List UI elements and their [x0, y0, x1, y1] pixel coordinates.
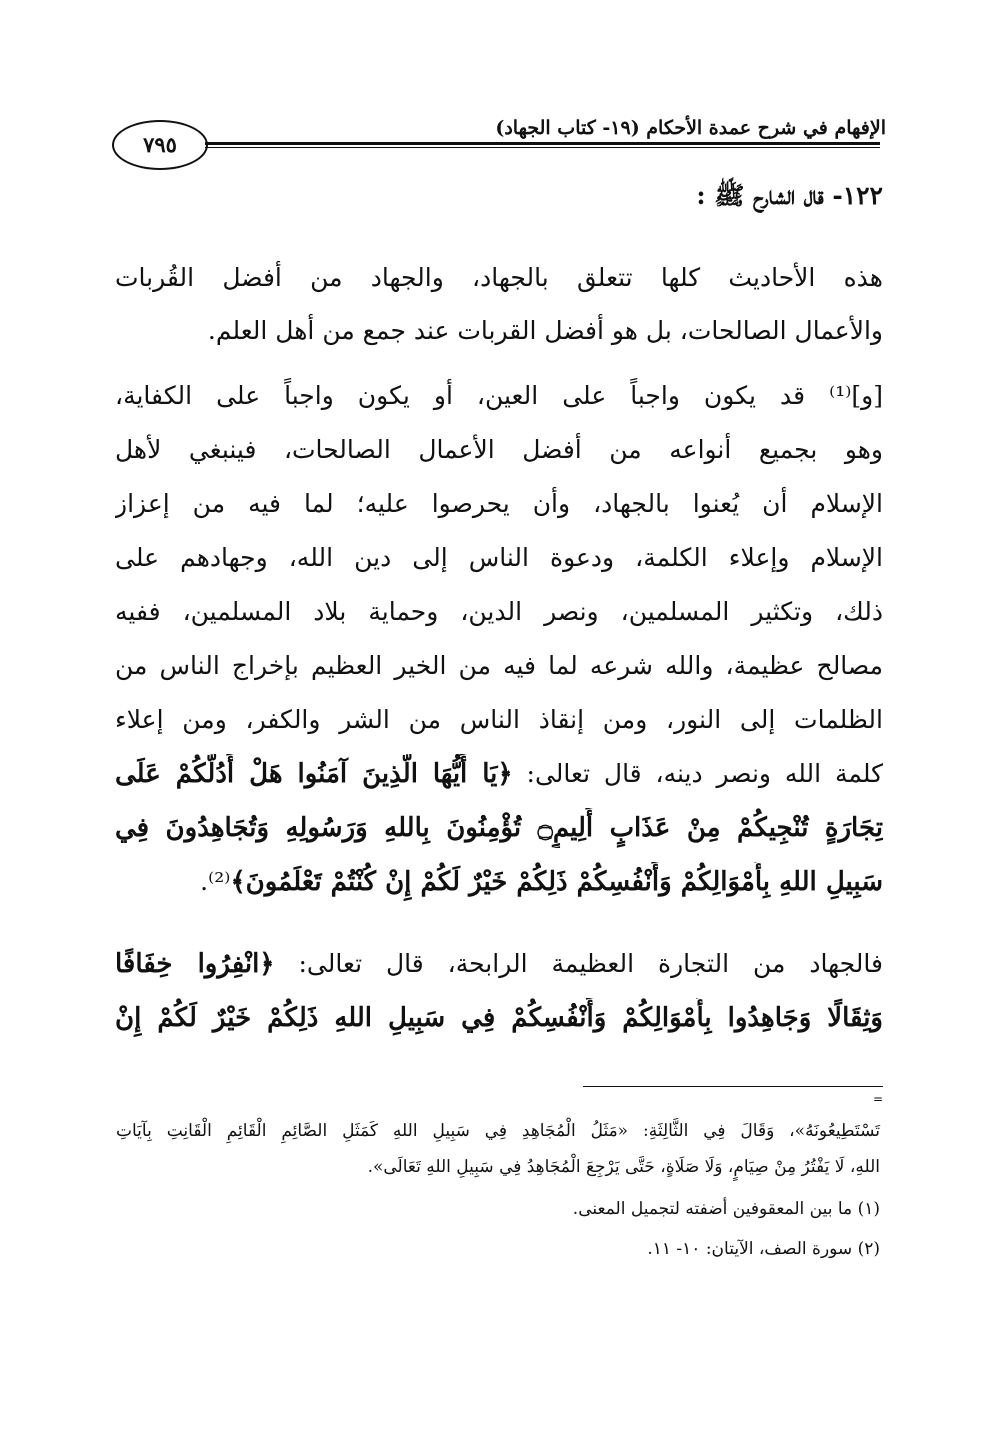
page-number: ٧٩٥ — [112, 120, 208, 170]
paragraph-line: ذلك، وتكثير المسلمين، ونصر الدين، وحماية بلاد المسلمين، ففيه — [115, 597, 883, 626]
quran-verse: ﴿يَا أَيُّهَا الَّذِينَ آمَنُوا هَلْ أَدُلُّكُمْ عَلَى — [115, 759, 513, 789]
footnote-ref: ⁽²⁾. — [200, 867, 231, 896]
paragraph-line: الإسلام أن يُعنوا بالجهاد، وأن يحرصوا عليه؛ لما فيه من إعزاز — [115, 489, 883, 518]
paragraph-line: الظلمات إلى النور، ومن إنقاذ الناس من الشر والكفر، ومن إعلاء — [115, 705, 883, 734]
verse-intro: فالجهاد من التجارة العظيمة الرابحة، قال تعالى: — [274, 949, 883, 978]
header-rule-thick — [205, 142, 880, 145]
quran-verse-line: تِجَارَةٍ تُنْجِيكُمْ مِنْ عَذَابٍ أَلِيمٍ۝ تُؤْمِنُونَ بِاللهِ وَرَسُولِهِ وَتُجَاهِدُونَ فِي — [115, 813, 883, 843]
quran-verse-line — [115, 862, 883, 902]
footnote-2: (٢) سورة الصف، الآيتان: ١٠- ١١. — [647, 1239, 880, 1259]
footnote-separator — [583, 1086, 883, 1087]
footnote-continuation-mark: = — [873, 1092, 884, 1106]
quran-verse: ﴿انْفِرُوا خِفَافًا — [115, 949, 275, 979]
paragraph-line: [و]⁽¹⁾ قد يكون واجباً على العين، أو يكون واجباً على الكفاية، — [115, 381, 883, 410]
footnote-continued-line: تَسْتَطِيعُونَهُ»، وَقَالَ فِي الثَّالِثَةِ: «مَثَلُ الْمُجَاهِدِ فِي سَبِيلِ اللهِ كَمَثَلِ الصَّائِمِ الْقَائِمِ الْقَانِتِ بِآيَاتِ — [116, 1121, 880, 1141]
footnote-continued-line: اللهِ، لَا يَفْتُرُ مِنْ صِيَامٍ، وَلَا صَلَاةٍ، حَتَّى يَرْجِعَ الْمُجَاهِدُ فِي سَبِيلِ اللهِ تَعَالَى». — [367, 1157, 880, 1177]
running-header-title: الإفهام في شرح عمدة الأحكام (١٩- كتاب الجهاد) — [495, 117, 886, 139]
paragraph-line: وهو بجميع أنواعه من أفضل الأعمال الصالحات، فينبغي لأهل — [115, 435, 883, 464]
paragraph-line: هذه الأحاديث كلها تتعلق بالجهاد، والجهاد من أفضل القُربات — [115, 263, 883, 292]
paragraph-line: مصالح عظيمة، والله شرعه لما فيه من الخير العظيم بإخراج الناس من — [115, 651, 883, 680]
section-heading: ١٢٢- قال الشارح ﷺ : — [696, 181, 883, 210]
quran-verse: سَبِيلِ اللهِ بِأَمْوَالِكُمْ وَأَنْفُسِكُمْ ذَلِكُمْ خَيْرٌ لَكُمْ إِنْ كُنْتُمْ تَعْلَمُونَ﴾ — [230, 867, 883, 897]
footnote-1: (١) ما بين المعقوفين أضفته لتجميل المعنى. — [572, 1199, 880, 1219]
paragraph-line-with-verse — [115, 944, 883, 984]
paragraph-line: الإسلام وإعلاء الكلمة، ودعوة الناس إلى دين الله، وجهادهم على — [115, 543, 883, 572]
header-rule-thin — [205, 147, 880, 148]
quran-verse-line: وَثِقَالًا وَجَاهِدُوا بِأَمْوَالِكُمْ وَأَنْفُسِكُمْ فِي سَبِيلِ اللهِ ذَلِكُمْ خَيْرٌ لَكُمْ إِنْ — [115, 1003, 883, 1033]
paragraph-line: والأعمال الصالحات، بل هو أفضل القربات عند جمع من أهل العلم. — [207, 316, 883, 345]
verse-intro: كلمة الله ونصر دينه، قال تعالى: — [512, 759, 883, 788]
paragraph-line-with-verse — [115, 754, 883, 794]
